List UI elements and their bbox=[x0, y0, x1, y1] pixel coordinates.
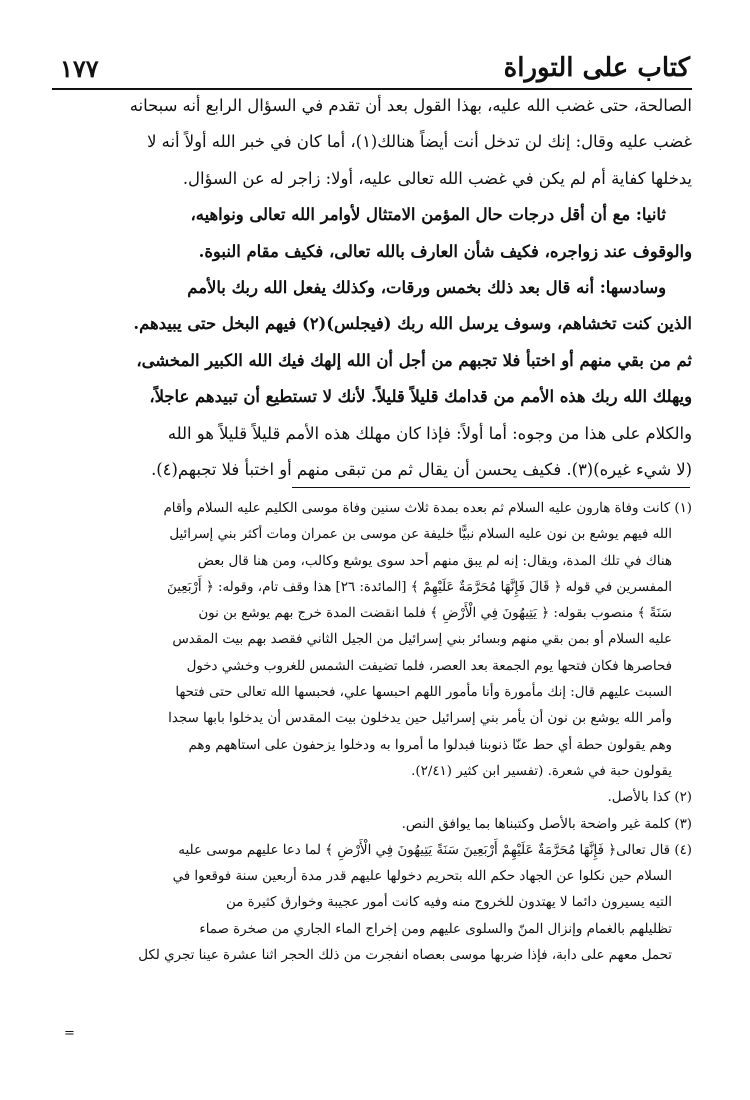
footnote-line: (٢) كذا بالأصل. bbox=[607, 790, 692, 806]
footnote-line: هناك في تلك المدة، ويقال: إنه لم يبق منهم أحد سوى يوشع وكالب، ومن هنا قال بعض bbox=[197, 553, 672, 569]
footnote-line: التيه يسيرون دائما لا يهتدون للخروج منه وفيه كانت أمور عجيبة وخوارق كثيرة من bbox=[225, 895, 672, 911]
body-line: والوقوف عند زواجره، فكيف شأن العارف بالله تعالى، فكيف مقام النبوة. bbox=[198, 241, 692, 261]
footnote-line: المفسرين في قوله ﴿ قَالَ فَإِنَّهَا مُحَرَّمَةٌ عَلَيْهِمْ ﴾ [المائدة: ٢٦] هذا وقف تام، وقوله: ﴿ أَرْبَعِينَ bbox=[167, 579, 672, 595]
body-line: والكلام على هذا من وجوه: أما أولاً: فإذا كان مهلك هذه الأمم قليلاً قليلاً هو الله bbox=[167, 423, 692, 443]
body-line: ثانيا: مع أن أقل درجات حال المؤمن الامتثال لأوامر الله تعالى ونواهيه، bbox=[190, 205, 666, 225]
footnote-line: تظليلهم بالغمام وإنزال المنّ والسلوى عليهم ومن إخراج الماء الجاري من صخرة صماء bbox=[199, 921, 672, 937]
body-line: يدخلها كفاية أم لم يكن في غضب الله تعالى عليه، أولا: زاجر له عن السؤال. bbox=[182, 168, 692, 188]
footnote-line: السبت عليهم قال: إنك مأمورة وأنا مأمور اللهم احبسها علي، فحبسها الله تعالى حتى فتحها bbox=[175, 685, 672, 701]
footnote-line: (٤) قال تعالى﴿ فَإِنَّهَا مُحَرَّمَةٌ عَلَيْهِمْ أَرْبَعِينَ سَنَةً يَتِيهُونَ فِي الْأَرْضِ ﴾ لما دعا عليهم موسى عليه bbox=[178, 842, 692, 858]
body-line: وسادسها: أنه قال بعد ذلك بخمس ورقات، وكذلك يفعل الله ربك بالأمم bbox=[187, 277, 666, 297]
footnote-line: (١) كانت وفاة هارون عليه السلام ثم بعده بمدة ثلاث سنين وفاة موسى الكليم عليه السلام وأقام bbox=[163, 501, 692, 516]
footnote-line: وأمر الله يوشع بن نون أن يأمر بني إسرائيل حين يدخلون بيت المقدس أن يدخلوا بابها سجدا bbox=[168, 711, 672, 727]
main-text bbox=[52, 88, 692, 488]
footnote-line: السلام حين نكلوا عن الجهاد حكم الله بتحريم دخولها عليهم قدر مدة أربعين سنة فوقعوا في bbox=[172, 869, 672, 885]
page-header bbox=[52, 48, 692, 90]
footnote-line: (٣) كلمة غير واضحة بالأصل وكتبناها بما يوافق النص. bbox=[401, 816, 692, 832]
footnote-line: تحمل معهم على دابة، فإذا ضربها موسى بعصاه انفجرت من ذلك الحجر اثنا عشرة عينا تجري لكل bbox=[138, 948, 672, 964]
footnote-line: عليه السلام أو بمن بقي منهم وبسائر بني إسرائيل من الجيل الثاني فقصد بهم بيت المقدس bbox=[172, 632, 672, 648]
body-line: الصالحة، حتى غضب الله عليه، بهذا القول بعد أن تقدم في السؤال الرابع أنه سبحانه bbox=[129, 96, 692, 115]
footnote-line: الله فيهم يوشع بن نون عليه السلام نبيًّا خليفة عن موسى بن عمران ومات أكثر بني إسرائيل bbox=[169, 527, 672, 543]
footnote-line: يقولون حبة في شعرة. (تفسير ابن كثير (٢/٤١). bbox=[411, 763, 672, 779]
body-line: ثم من بقي منهم أو اختبأ فلا تجبهم من أجل أن الله إلهك فيك الله الكبير المخشى، bbox=[136, 350, 692, 370]
page-number: ١٧٧ bbox=[60, 54, 99, 83]
body-line: ويهلك الله ربك هذه الأمم من قدامك قليلاً قليلاً. لأنك لا تستطيع أن تبيدهم عاجلاً، bbox=[149, 387, 692, 407]
body-line: الذين كنت تخشاهم، وسوف يرسل الله ربك (فيجلس)(٢) فيهم البخل حتى يبيدهم. bbox=[133, 314, 692, 334]
continuation-mark: = bbox=[64, 1026, 75, 1041]
footnote-line: فحاصرها فكان فتحها يوم الجمعة بعد العصر، فلما تضيفت الشمس للغروب وخشي دخول bbox=[186, 658, 672, 674]
footnote-separator bbox=[292, 487, 690, 488]
body-line: (لا شيء غيره)(٣). فكيف يحسن أن يقال ثم من تبقى منهم أو اختبأ فلا تجبهم(٤). bbox=[151, 459, 692, 479]
footnotes bbox=[52, 496, 692, 969]
body-line: غضب عليه وقال: إنك لن تدخل أنت أيضاً هنالك(١)، أما كان في خبر الله أولاً أنه لا bbox=[147, 132, 692, 152]
footnote-line: وهم يقولون حطة أي حط عنّا ذنوبنا فبدلوا ما أمروا به ودخلوا يزحفون على استاههم وهم bbox=[188, 737, 672, 753]
footnote-line: سَنَةً ﴾ منصوب بقوله: ﴿ يَتِيهُونَ فِي الْأَرْضِ ﴾ فلما انقضت المدة خرج بهم يوشع بن نون bbox=[198, 606, 672, 622]
running-title: كتاب على التوراة bbox=[503, 53, 690, 83]
